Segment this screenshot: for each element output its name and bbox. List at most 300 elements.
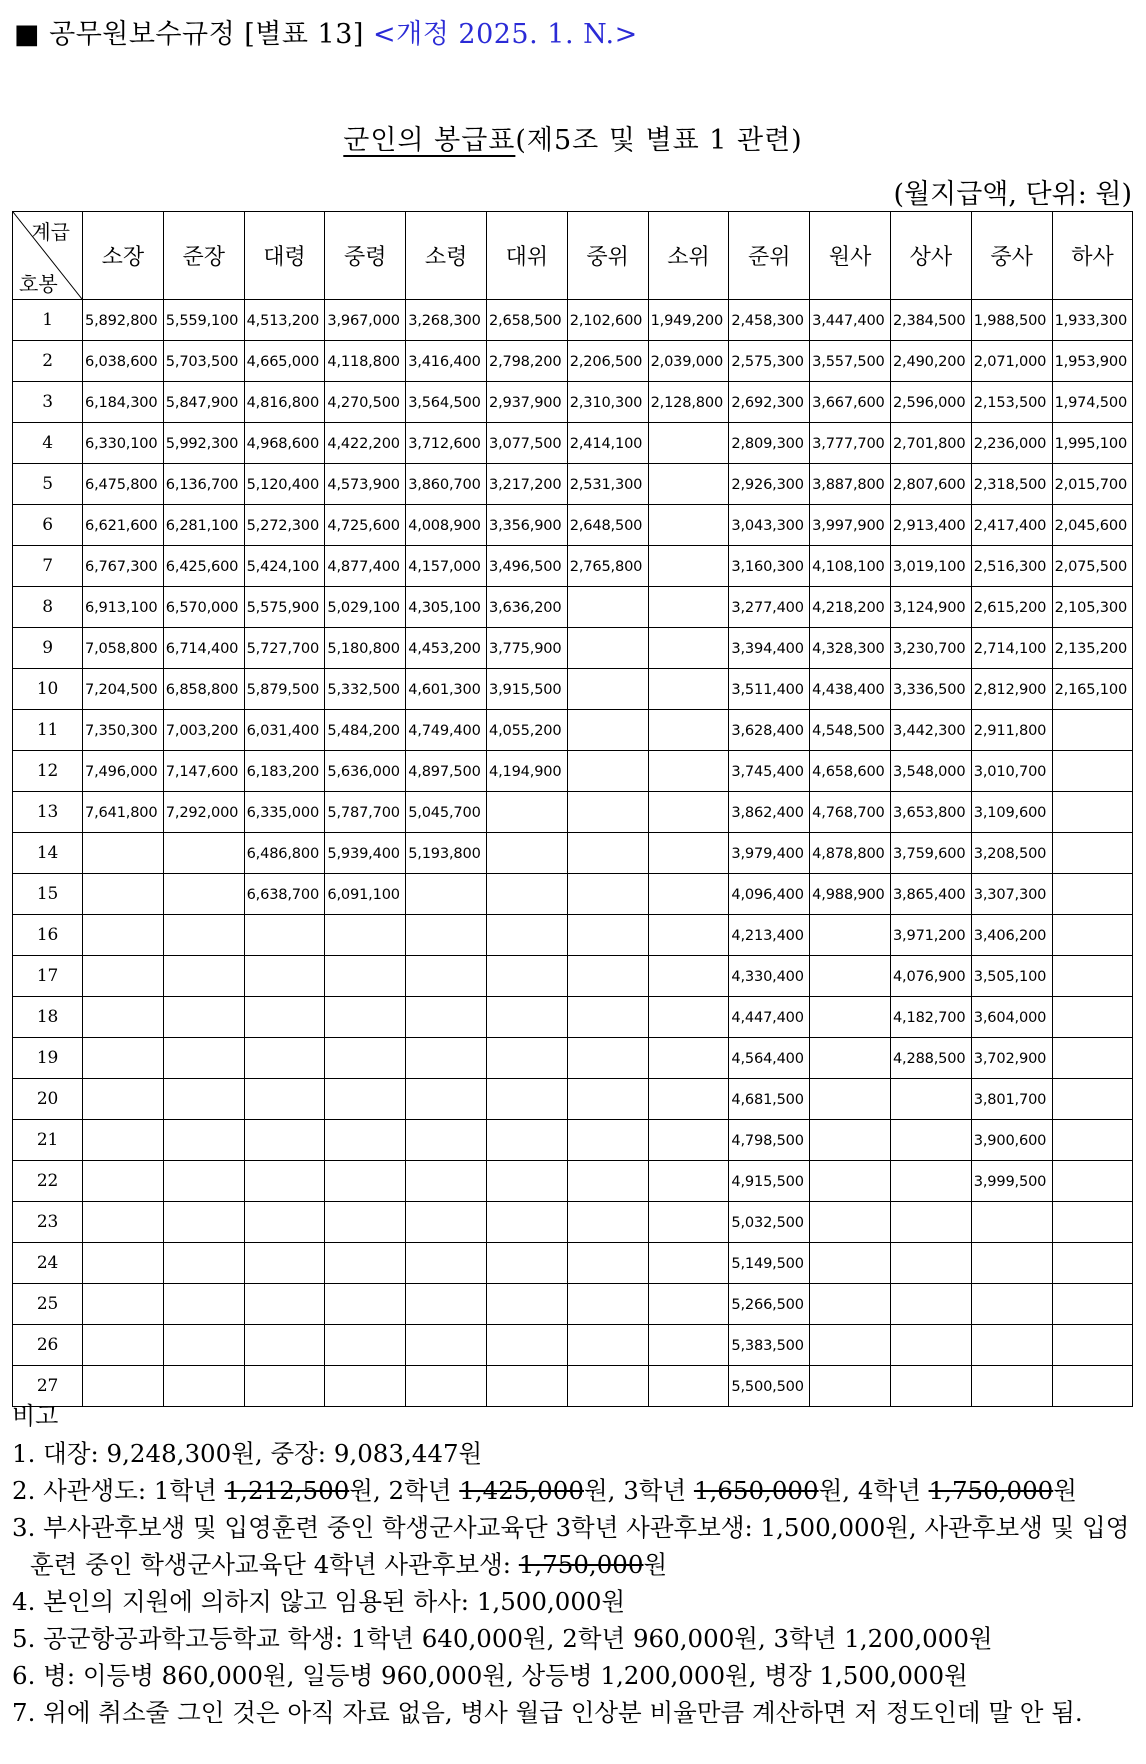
salary-cell: 3,406,200 (971, 915, 1052, 956)
salary-cell: 5,847,900 (163, 382, 244, 423)
salary-cell (163, 1120, 244, 1161)
step-cell: 10 (13, 669, 83, 710)
rank-header: 원사 (810, 212, 891, 300)
salary-cell (325, 1202, 406, 1243)
salary-cell: 4,816,800 (244, 382, 325, 423)
salary-cell (890, 1202, 971, 1243)
step-cell: 13 (13, 792, 83, 833)
salary-cell: 6,183,200 (244, 751, 325, 792)
remark-item (12, 1583, 1136, 1620)
salary-cell (567, 956, 648, 997)
salary-cell (325, 1038, 406, 1079)
salary-cell: 2,071,000 (971, 341, 1052, 382)
salary-cell (1052, 833, 1133, 874)
salary-cell: 5,180,800 (325, 628, 406, 669)
rank-header: 준장 (163, 212, 244, 300)
salary-cell (567, 751, 648, 792)
salary-cell: 6,767,300 (83, 546, 164, 587)
salary-cell: 3,653,800 (890, 792, 971, 833)
salary-cell: 1,995,100 (1052, 423, 1133, 464)
rank-header: 중위 (567, 212, 648, 300)
remark-text: 4. 본인의 지원에 의하지 않고 임용된 하사: 1,500,000원 (12, 1587, 626, 1616)
salary-cell: 2,153,500 (971, 382, 1052, 423)
salary-cell: 4,548,500 (810, 710, 891, 751)
step-cell: 5 (13, 464, 83, 505)
salary-cell (325, 956, 406, 997)
salary-cell: 2,615,200 (971, 587, 1052, 628)
salary-cell (648, 587, 729, 628)
table-row (13, 382, 1133, 423)
salary-cell (244, 1161, 325, 1202)
salary-cell (325, 1161, 406, 1202)
salary-cell (810, 956, 891, 997)
salary-cell: 5,424,100 (244, 546, 325, 587)
salary-cell: 2,765,800 (567, 546, 648, 587)
salary-cell (486, 1202, 567, 1243)
salary-cell: 2,417,400 (971, 505, 1052, 546)
salary-cell (163, 1325, 244, 1366)
salary-cell (406, 1161, 487, 1202)
salary-cell: 6,335,000 (244, 792, 325, 833)
salary-cell: 3,999,500 (971, 1161, 1052, 1202)
table-row (13, 669, 1133, 710)
salary-cell (567, 669, 648, 710)
salary-cell: 3,416,400 (406, 341, 487, 382)
salary-cell (971, 1202, 1052, 1243)
salary-cell (1052, 1161, 1133, 1202)
salary-cell (810, 997, 891, 1038)
salary-cell (971, 1325, 1052, 1366)
step-cell: 14 (13, 833, 83, 874)
step-cell: 26 (13, 1325, 83, 1366)
salary-cell: 6,570,000 (163, 587, 244, 628)
salary-cell (486, 956, 567, 997)
salary-cell (83, 874, 164, 915)
salary-cell (163, 956, 244, 997)
step-cell: 6 (13, 505, 83, 546)
salary-cell (1052, 956, 1133, 997)
salary-cell: 3,356,900 (486, 505, 567, 546)
salary-cell: 3,442,300 (890, 710, 971, 751)
table-row (13, 874, 1133, 915)
rank-header: 대령 (244, 212, 325, 300)
salary-cell (244, 956, 325, 997)
remark-text: 2. 사관생도: 1학년 (12, 1476, 225, 1505)
salary-cell (406, 1120, 487, 1161)
remark-text: 1. 대장: 9,248,300원, 중장: 9,083,447원 (12, 1439, 483, 1468)
salary-cell: 2,701,800 (890, 423, 971, 464)
salary-cell: 7,350,300 (83, 710, 164, 751)
salary-cell: 3,967,000 (325, 300, 406, 341)
table-row (13, 423, 1133, 464)
salary-cell (567, 628, 648, 669)
salary-cell: 5,332,500 (325, 669, 406, 710)
salary-cell: 5,272,300 (244, 505, 325, 546)
salary-cell: 4,157,000 (406, 546, 487, 587)
remark-item (12, 1694, 1136, 1731)
corner-header-cell (13, 212, 83, 300)
table-row (13, 464, 1133, 505)
salary-cell (163, 1161, 244, 1202)
table-row (13, 1284, 1133, 1325)
step-cell: 7 (13, 546, 83, 587)
salary-cell (567, 1161, 648, 1202)
salary-cell: 3,394,400 (729, 628, 810, 669)
salary-cell: 4,108,100 (810, 546, 891, 587)
salary-cell: 5,383,500 (729, 1325, 810, 1366)
step-cell: 3 (13, 382, 83, 423)
salary-cell (163, 833, 244, 874)
salary-cell: 7,003,200 (163, 710, 244, 751)
salary-cell: 3,557,500 (810, 341, 891, 382)
salary-cell: 7,641,800 (83, 792, 164, 833)
step-cell: 17 (13, 956, 83, 997)
salary-cell: 3,636,200 (486, 587, 567, 628)
salary-cell (810, 1079, 891, 1120)
salary-cell (648, 423, 729, 464)
step-cell: 12 (13, 751, 83, 792)
rank-header: 상사 (890, 212, 971, 300)
salary-cell (567, 997, 648, 1038)
salary-cell (83, 1325, 164, 1366)
salary-cell (567, 874, 648, 915)
salary-cell: 4,665,000 (244, 341, 325, 382)
document-header (14, 12, 638, 51)
salary-cell: 5,575,900 (244, 587, 325, 628)
salary-cell (648, 1038, 729, 1079)
salary-cell (1052, 1038, 1133, 1079)
salary-cell (244, 997, 325, 1038)
salary-cell: 1,933,300 (1052, 300, 1133, 341)
salary-cell: 4,968,600 (244, 423, 325, 464)
salary-cell: 7,204,500 (83, 669, 164, 710)
struck-amount: 1,212,500 (224, 1476, 350, 1505)
struck-amount: 1,650,000 (693, 1476, 819, 1505)
step-cell: 1 (13, 300, 83, 341)
salary-cell (1052, 1243, 1133, 1284)
salary-cell (567, 1079, 648, 1120)
salary-cell (486, 997, 567, 1038)
salary-cell (244, 1079, 325, 1120)
salary-cell (486, 1325, 567, 1366)
salary-cell: 3,604,000 (971, 997, 1052, 1038)
salary-cell: 3,860,700 (406, 464, 487, 505)
salary-cell: 2,102,600 (567, 300, 648, 341)
step-cell: 25 (13, 1284, 83, 1325)
salary-cell: 5,029,100 (325, 587, 406, 628)
salary-cell (567, 1038, 648, 1079)
struck-amount: 1,750,000 (928, 1476, 1054, 1505)
step-cell: 21 (13, 1120, 83, 1161)
salary-cell (325, 1325, 406, 1366)
remark-text: 원 (643, 1550, 668, 1579)
salary-cell (163, 1284, 244, 1325)
salary-cell (648, 1284, 729, 1325)
salary-cell: 5,266,500 (729, 1284, 810, 1325)
salary-cell: 2,039,000 (648, 341, 729, 382)
salary-cell: 1,988,500 (971, 300, 1052, 341)
salary-cell (1052, 1202, 1133, 1243)
salary-cell (244, 1120, 325, 1161)
table-row (13, 751, 1133, 792)
remark-text: 원, 4학년 (818, 1476, 929, 1505)
salary-cell (83, 997, 164, 1038)
salary-cell: 4,288,500 (890, 1038, 971, 1079)
salary-cell: 5,149,500 (729, 1243, 810, 1284)
salary-cell: 3,745,400 (729, 751, 810, 792)
salary-cell (1052, 1120, 1133, 1161)
step-cell: 15 (13, 874, 83, 915)
salary-cell: 6,038,600 (83, 341, 164, 382)
regulation-title: 공무원보수규정 [별표 13] (49, 19, 364, 50)
salary-cell (567, 587, 648, 628)
salary-cell (83, 1079, 164, 1120)
salary-cell (648, 1325, 729, 1366)
salary-cell: 3,160,300 (729, 546, 810, 587)
step-cell: 27 (13, 1366, 83, 1407)
unit-note: (월지급액, 단위: 원) (893, 179, 1132, 210)
salary-cell (648, 956, 729, 997)
salary-cell (486, 1079, 567, 1120)
struck-amount: 1,750,000 (518, 1550, 644, 1579)
salary-cell: 2,692,300 (729, 382, 810, 423)
salary-cell (1052, 915, 1133, 956)
salary-cell (325, 1120, 406, 1161)
salary-cell (486, 915, 567, 956)
salary-cell: 4,915,500 (729, 1161, 810, 1202)
salary-cell: 3,775,900 (486, 628, 567, 669)
salary-cell: 3,759,600 (890, 833, 971, 874)
remark-text: 7. 위에 취소줄 그인 것은 아직 자료 없음, 병사 월급 인상분 비율만큼 계산하면 저 정도인데 말 안 됨. (12, 1698, 1083, 1727)
salary-cell: 3,548,000 (890, 751, 971, 792)
salary-cell: 6,425,600 (163, 546, 244, 587)
salary-cell (1052, 751, 1133, 792)
salary-cell: 2,135,200 (1052, 628, 1133, 669)
salary-cell: 2,105,300 (1052, 587, 1133, 628)
salary-cell (163, 874, 244, 915)
salary-cell: 4,076,900 (890, 956, 971, 997)
salary-cell: 2,414,100 (567, 423, 648, 464)
salary-cell (567, 792, 648, 833)
salary-cell: 1,953,900 (1052, 341, 1133, 382)
rank-header: 중령 (325, 212, 406, 300)
salary-cell (325, 1243, 406, 1284)
table-row (13, 546, 1133, 587)
salary-cell (83, 1120, 164, 1161)
salary-cell (1052, 997, 1133, 1038)
salary-cell: 4,749,400 (406, 710, 487, 751)
salary-cell (890, 1284, 971, 1325)
table-row (13, 1161, 1133, 1202)
salary-cell: 4,513,200 (244, 300, 325, 341)
step-cell: 11 (13, 710, 83, 751)
salary-cell (810, 1202, 891, 1243)
remark-item (12, 1472, 1136, 1509)
salary-cell: 3,505,100 (971, 956, 1052, 997)
salary-cell: 2,913,400 (890, 505, 971, 546)
salary-cell: 3,109,600 (971, 792, 1052, 833)
salary-cell (163, 1243, 244, 1284)
table-row (13, 1079, 1133, 1120)
table-row (13, 997, 1133, 1038)
table-row (13, 505, 1133, 546)
salary-cell (1052, 1325, 1133, 1366)
salary-cell: 3,712,600 (406, 423, 487, 464)
salary-cell: 4,601,300 (406, 669, 487, 710)
salary-cell: 3,801,700 (971, 1079, 1052, 1120)
salary-cell (1052, 1079, 1133, 1120)
corner-rank-label: 계급 (31, 220, 70, 244)
salary-cell (648, 874, 729, 915)
salary-cell: 5,559,100 (163, 300, 244, 341)
salary-cell (648, 997, 729, 1038)
salary-cell: 2,310,300 (567, 382, 648, 423)
salary-cell: 6,184,300 (83, 382, 164, 423)
salary-cell: 4,658,600 (810, 751, 891, 792)
step-cell: 23 (13, 1202, 83, 1243)
pay-table (12, 211, 1133, 1407)
salary-cell: 6,475,800 (83, 464, 164, 505)
salary-cell (406, 1202, 487, 1243)
salary-cell: 6,136,700 (163, 464, 244, 505)
salary-cell (648, 464, 729, 505)
salary-cell: 6,638,700 (244, 874, 325, 915)
remark-item (12, 1657, 1136, 1694)
salary-cell: 3,997,900 (810, 505, 891, 546)
salary-cell: 3,777,700 (810, 423, 891, 464)
salary-cell (567, 1243, 648, 1284)
salary-cell: 2,015,700 (1052, 464, 1133, 505)
square-bullet-icon: ■ (14, 19, 41, 50)
salary-cell (648, 505, 729, 546)
salary-cell: 6,330,100 (83, 423, 164, 464)
remarks-heading: 비고 (12, 1402, 59, 1430)
salary-cell (406, 956, 487, 997)
salary-cell (244, 1202, 325, 1243)
salary-cell: 4,328,300 (810, 628, 891, 669)
salary-cell: 2,798,200 (486, 341, 567, 382)
salary-cell: 4,422,200 (325, 423, 406, 464)
salary-cell (648, 1079, 729, 1120)
salary-cell (648, 1243, 729, 1284)
salary-cell: 6,913,100 (83, 587, 164, 628)
salary-cell (890, 1325, 971, 1366)
salary-cell (406, 915, 487, 956)
salary-cell: 4,330,400 (729, 956, 810, 997)
salary-cell (83, 956, 164, 997)
salary-cell: 6,621,600 (83, 505, 164, 546)
remark-text: 3. 부사관후보생 및 입영훈련 중인 학생군사교육단 3학년 사관후보생: 1,500,000원, 사관후보생 및 입영훈련 중인 학생군사교육단 4학년 사관후보생: (12, 1513, 1130, 1579)
salary-cell (567, 710, 648, 751)
salary-cell: 3,043,300 (729, 505, 810, 546)
step-cell: 24 (13, 1243, 83, 1284)
remark-item (12, 1509, 1136, 1583)
salary-cell (83, 915, 164, 956)
salary-cell (567, 915, 648, 956)
salary-cell: 4,194,900 (486, 751, 567, 792)
salary-cell: 7,292,000 (163, 792, 244, 833)
salary-cell: 2,596,000 (890, 382, 971, 423)
salary-cell (486, 792, 567, 833)
salary-cell (810, 1284, 891, 1325)
pay-table-body (13, 300, 1133, 1407)
salary-cell: 4,564,400 (729, 1038, 810, 1079)
step-cell: 8 (13, 587, 83, 628)
salary-cell (648, 669, 729, 710)
remark-text: 5. 공군항공과학고등학교 학생: 1학년 640,000원, 2학년 960,000원, 3학년 1,200,000원 (12, 1624, 993, 1653)
table-row (13, 792, 1133, 833)
table-row (13, 587, 1133, 628)
salary-cell: 2,384,500 (890, 300, 971, 341)
salary-cell: 3,900,600 (971, 1120, 1052, 1161)
salary-cell: 3,628,400 (729, 710, 810, 751)
remark-item (12, 1620, 1136, 1657)
salary-cell: 2,128,800 (648, 382, 729, 423)
salary-cell (244, 1284, 325, 1325)
salary-cell (163, 1202, 244, 1243)
salary-cell: 4,182,700 (890, 997, 971, 1038)
table-row (13, 710, 1133, 751)
salary-cell: 3,862,400 (729, 792, 810, 833)
salary-cell (648, 1202, 729, 1243)
salary-cell (648, 546, 729, 587)
salary-cell: 4,681,500 (729, 1079, 810, 1120)
salary-cell: 3,019,100 (890, 546, 971, 587)
salary-cell (648, 628, 729, 669)
table-row (13, 1038, 1133, 1079)
salary-cell: 5,992,300 (163, 423, 244, 464)
salary-cell (244, 915, 325, 956)
salary-cell: 2,658,500 (486, 300, 567, 341)
salary-cell (648, 1120, 729, 1161)
step-cell: 2 (13, 341, 83, 382)
salary-cell: 3,230,700 (890, 628, 971, 669)
remark-text: 원 (1053, 1476, 1077, 1505)
table-row (13, 833, 1133, 874)
step-cell: 9 (13, 628, 83, 669)
salary-cell: 4,798,500 (729, 1120, 810, 1161)
salary-cell: 6,858,800 (163, 669, 244, 710)
salary-cell: 2,714,100 (971, 628, 1052, 669)
salary-cell: 6,091,100 (325, 874, 406, 915)
salary-cell (406, 1038, 487, 1079)
salary-cell: 4,096,400 (729, 874, 810, 915)
salary-cell (83, 1284, 164, 1325)
salary-cell: 2,075,500 (1052, 546, 1133, 587)
salary-cell (810, 1038, 891, 1079)
struck-amount: 1,425,000 (459, 1476, 584, 1505)
salary-cell: 4,453,200 (406, 628, 487, 669)
salary-cell: 4,988,900 (810, 874, 891, 915)
salary-cell (567, 833, 648, 874)
step-cell: 22 (13, 1161, 83, 1202)
remark-item (12, 1435, 1136, 1472)
salary-cell: 6,486,800 (244, 833, 325, 874)
salary-cell (648, 792, 729, 833)
salary-cell: 5,193,800 (406, 833, 487, 874)
salary-cell (890, 1120, 971, 1161)
salary-cell (486, 833, 567, 874)
step-cell: 4 (13, 423, 83, 464)
salary-cell (648, 1161, 729, 1202)
salary-cell (810, 915, 891, 956)
remark-text: 6. 병: 이등병 860,000원, 일등병 960,000원, 상등병 1,200,000원, 병장 1,500,000원 (12, 1661, 968, 1690)
salary-cell (163, 997, 244, 1038)
salary-cell (890, 1161, 971, 1202)
salary-cell: 6,281,100 (163, 505, 244, 546)
salary-cell (83, 1038, 164, 1079)
salary-cell (486, 1038, 567, 1079)
